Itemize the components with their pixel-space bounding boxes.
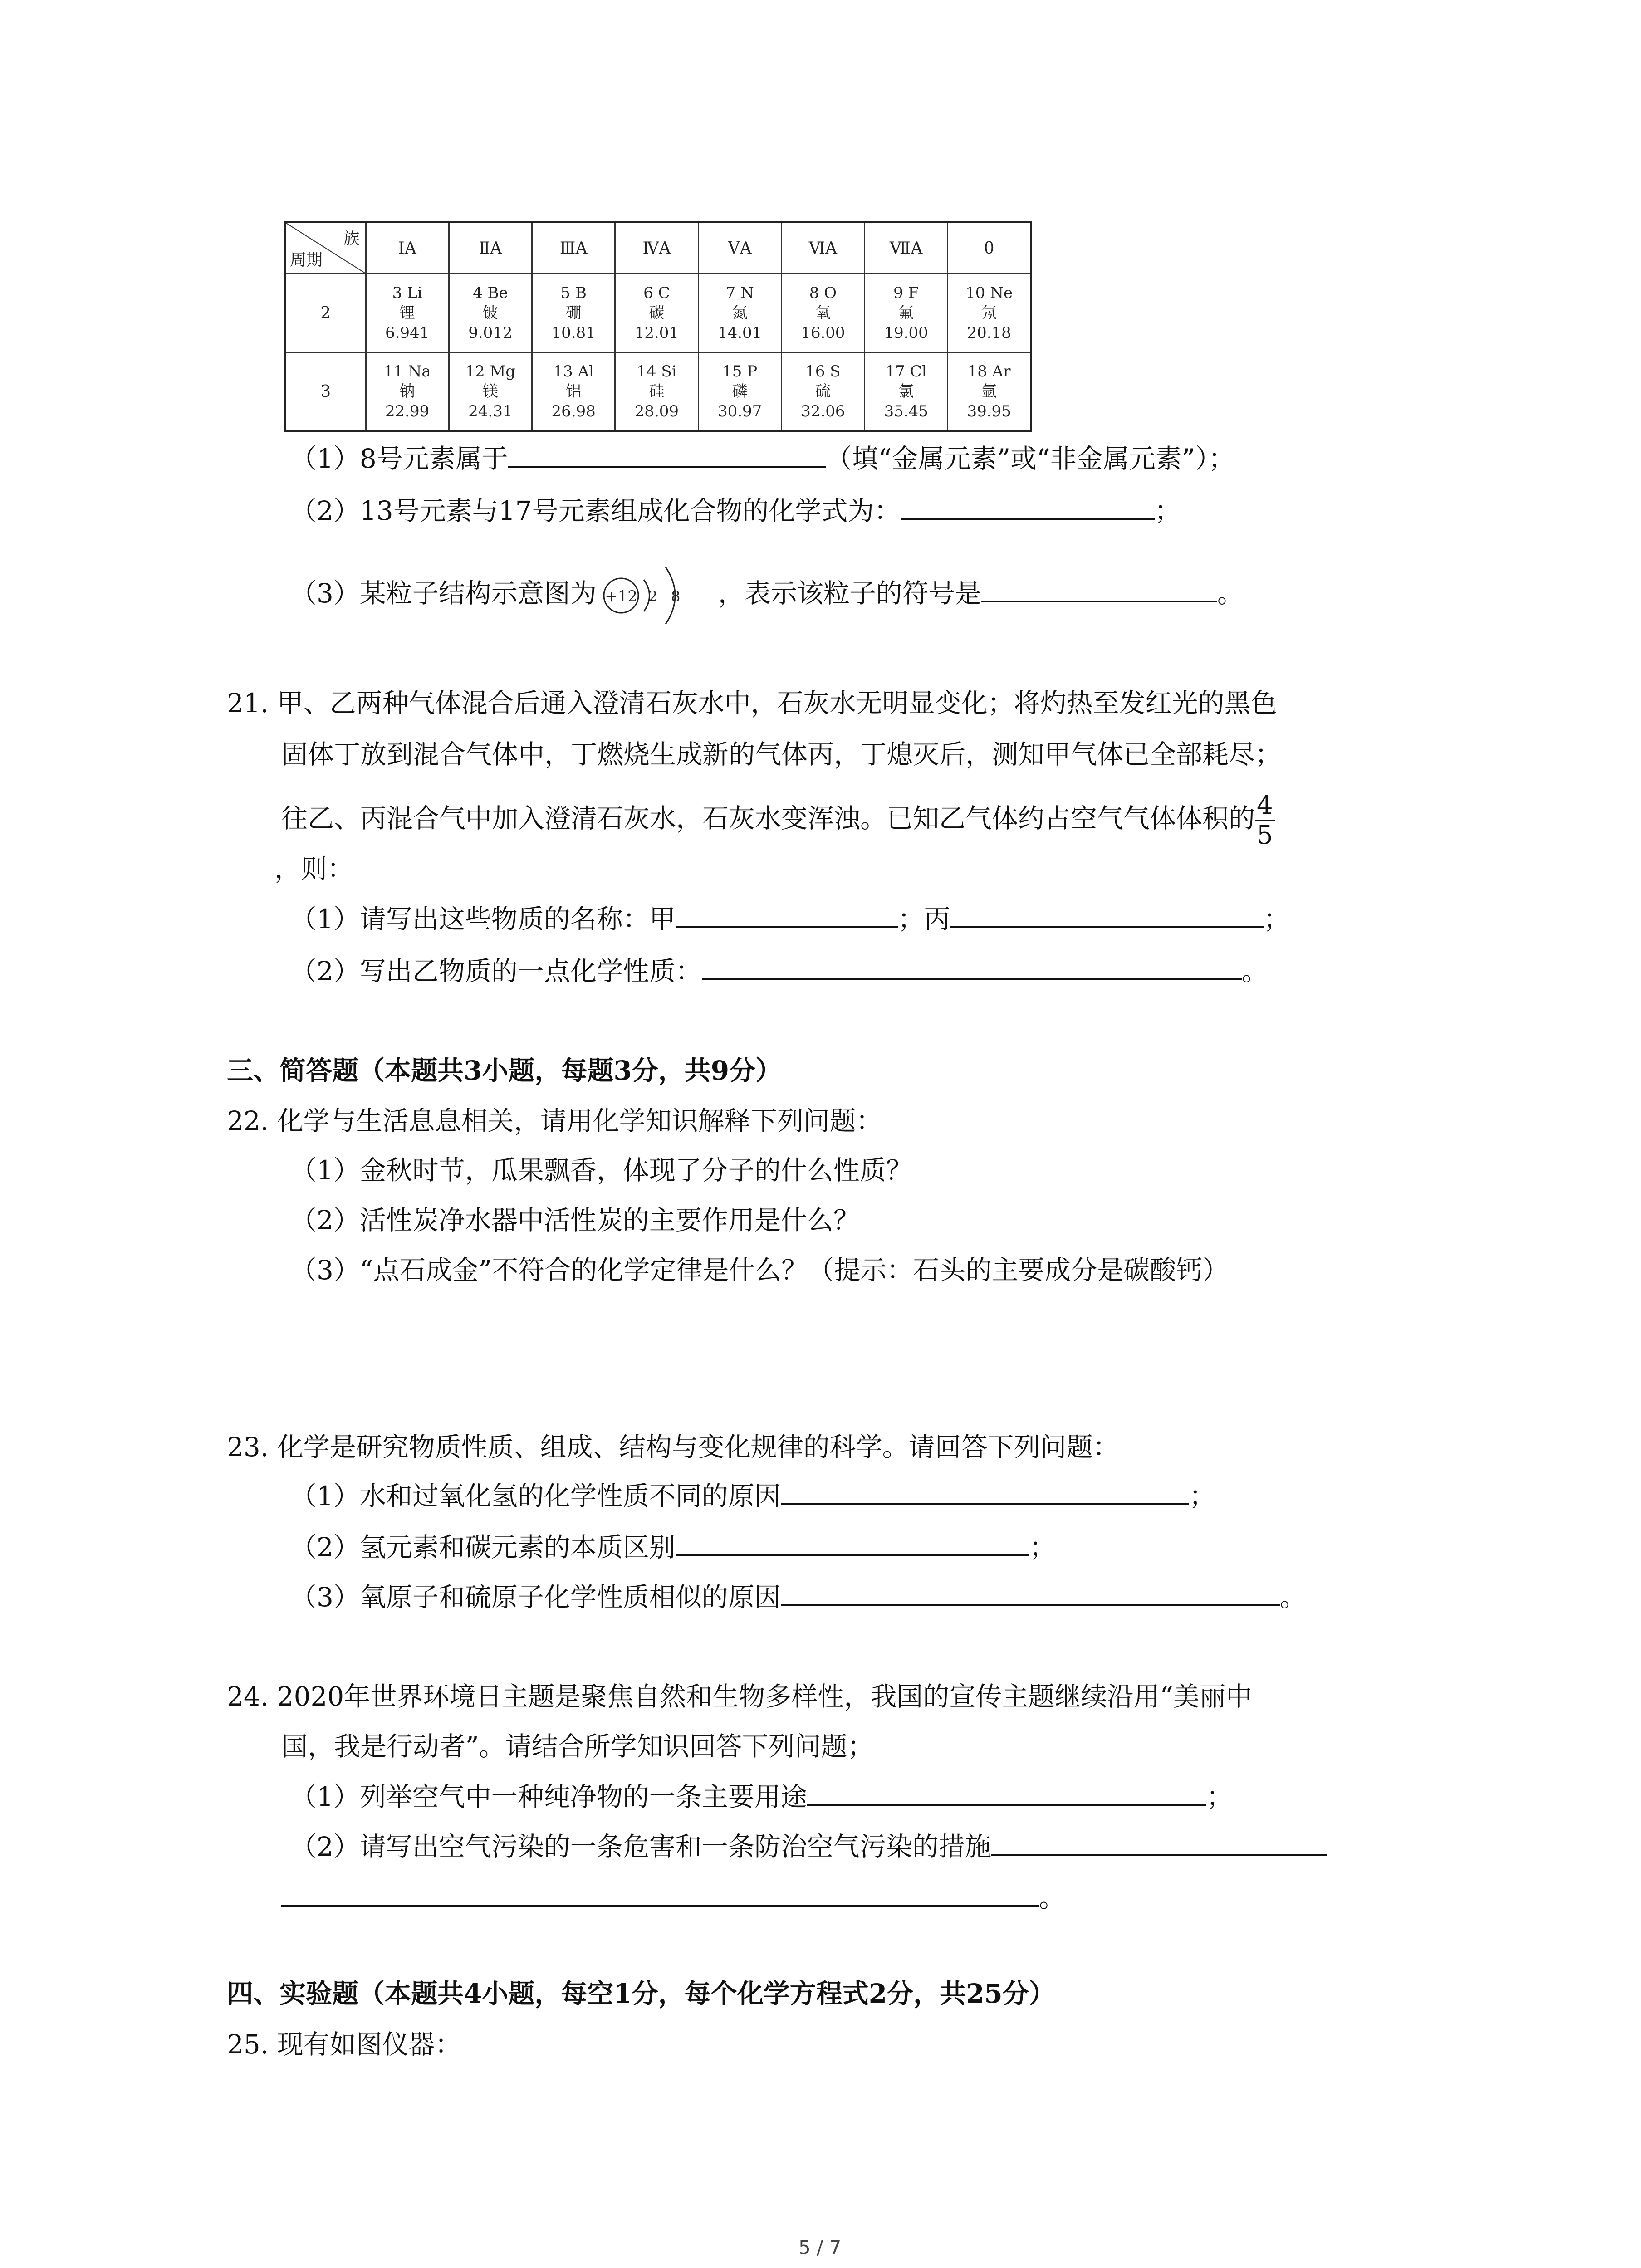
- corner-period-label: 周期: [290, 251, 323, 269]
- element-symbol: 17 Cl: [885, 362, 927, 381]
- group-header: ⅢA: [532, 222, 615, 274]
- q24-part2-end: 。: [1039, 1882, 1066, 1913]
- q23-part3-end: 。: [1279, 1582, 1306, 1613]
- element-cell: [449, 274, 532, 352]
- element-cell: [366, 352, 449, 431]
- answer-blank[interactable]: [781, 1480, 1189, 1505]
- table-corner-cell: [285, 222, 366, 274]
- q23-part3-text: （3）氧原子和硫原子化学性质相似的原因: [290, 1582, 781, 1613]
- answer-blank[interactable]: [676, 903, 898, 928]
- element-name: 铍: [482, 304, 498, 322]
- element-name: 氩: [981, 382, 997, 401]
- period-number: 2: [285, 274, 366, 352]
- q21-part1-end: ；: [1263, 904, 1290, 934]
- q21-part2-text: （2）写出乙物质的一点化学性质：: [290, 956, 702, 987]
- element-mass: 22.99: [385, 402, 430, 420]
- element-cell: [948, 274, 1031, 352]
- q20-part1-text: （1）8号元素属于: [290, 443, 508, 474]
- group-header: ⅠA: [366, 222, 449, 274]
- answer-blank[interactable]: [981, 577, 1217, 602]
- q20-part3: [290, 562, 1244, 630]
- q20-part1-hint: （填“金属元素”或“非金属元素”）；: [825, 443, 1235, 474]
- q23-part1: [290, 1480, 1215, 1512]
- element-mass: 16.00: [801, 324, 845, 342]
- group-header: ⅥA: [781, 222, 864, 274]
- element-symbol: 13 Al: [553, 362, 594, 381]
- element-mass: 10.81: [551, 324, 596, 342]
- fraction: [1255, 792, 1275, 850]
- q22-part2: （2）活性炭净水器中活性炭的主要作用是什么？: [290, 1205, 860, 1236]
- element-cell: [781, 274, 864, 352]
- answer-blank[interactable]: [807, 1780, 1206, 1806]
- q21-part2-end: 。: [1241, 956, 1268, 987]
- nucleus-charge: +12: [605, 587, 637, 606]
- q25-stem: 25. 现有如图仪器：: [227, 2029, 461, 2060]
- group-header: ⅣA: [615, 222, 698, 274]
- element-cell: [698, 352, 781, 431]
- element-symbol: 16 S: [805, 362, 841, 381]
- q21-line2: 固体丁放到混合气体中，丁燃烧生成新的气体丙，丁熄灭后，测知甲气体已全部耗尽；: [281, 739, 1282, 770]
- element-symbol: 18 Ar: [967, 362, 1011, 381]
- element-mass: 12.01: [634, 324, 679, 342]
- fraction-numerator: 4: [1255, 792, 1275, 821]
- element-symbol: 7 N: [725, 284, 754, 302]
- element-cell: [865, 352, 948, 431]
- answer-blank[interactable]: [508, 442, 826, 468]
- element-cell: [781, 352, 864, 431]
- q23-part3: [290, 1581, 1306, 1613]
- periodic-table: [284, 221, 1032, 432]
- q22-part3: （3）“点石成金”不符合的化学定律是什么？（提示：石头的主要成分是碳酸钙）: [290, 1255, 1229, 1286]
- element-symbol: 9 F: [893, 284, 919, 302]
- answer-blank[interactable]: [676, 1531, 1029, 1556]
- q23-part2: [290, 1531, 1056, 1563]
- q21-line3-text: 往乙、丙混合气中加入澄清石灰水，石灰水变浑浊。已知乙气体约占空气气体体积的: [281, 803, 1255, 834]
- element-mass: 35.45: [884, 402, 928, 420]
- element-name: 氖: [981, 304, 997, 322]
- element-mass: 26.98: [551, 402, 596, 420]
- q24-line1: 24. 2020年世界环境日主题是聚焦自然和生物多样性，我国的宣传主题继续沿用“美丽中: [227, 1681, 1252, 1712]
- element-mass: 30.97: [717, 402, 762, 420]
- element-name: 氟: [898, 304, 914, 322]
- q24-part1-text: （1）列举空气中一种纯净物的一条主要用途: [290, 1781, 807, 1812]
- period-number: 3: [285, 352, 366, 431]
- element-symbol: 10 Ne: [965, 284, 1013, 302]
- q24-part1: [290, 1780, 1233, 1813]
- element-symbol: 8 O: [809, 284, 837, 302]
- element-cell: [449, 352, 532, 431]
- element-name: 氮: [732, 304, 748, 322]
- element-name: 硼: [566, 304, 582, 322]
- element-name: 铝: [566, 382, 582, 401]
- q24-part2-cont: [281, 1882, 1065, 1914]
- element-name: 磷: [732, 382, 748, 401]
- q24-part2: [290, 1830, 1327, 1862]
- q21-part1-mid: ；丙: [897, 904, 950, 934]
- q23-part1-text: （1）水和过氧化氢的化学性质不同的原因: [290, 1481, 781, 1511]
- q24-part2-text: （2）请写出空气污染的一条危害和一条防治空气污染的措施: [290, 1831, 991, 1862]
- element-cell: [615, 352, 698, 431]
- element-name: 氯: [898, 382, 914, 401]
- q20-part2-text: （2）13号元素与17号元素组成化合物的化学式为：: [290, 495, 901, 526]
- element-name: 钠: [399, 382, 415, 401]
- q20-part3-text: （3）某粒子结构示意图为: [290, 578, 597, 609]
- element-cell: [366, 274, 449, 352]
- q23-part2-text: （2）氢元素和碳元素的本质区别: [290, 1532, 676, 1563]
- element-symbol: 4 Be: [473, 284, 508, 302]
- q22-part1: （1）金秋时节，瓜果飘香，体现了分子的什么性质？: [290, 1155, 912, 1186]
- element-mass: 24.31: [468, 402, 513, 420]
- element-name: 氧: [815, 304, 831, 322]
- table-row: [285, 352, 1031, 431]
- answer-blank[interactable]: [950, 903, 1264, 928]
- q23-stem: 23. 化学是研究物质性质、组成、结构与变化规律的科学。请回答下列问题：: [227, 1432, 1119, 1462]
- element-mass: 14.01: [717, 324, 762, 342]
- q21-line3: [281, 792, 1275, 850]
- element-symbol: 12 Mg: [465, 362, 516, 381]
- element-cell: [865, 274, 948, 352]
- element-symbol: 5 B: [560, 284, 587, 302]
- element-mass: 20.18: [967, 324, 1011, 342]
- element-symbol: 15 P: [722, 362, 758, 381]
- q21-part1: [290, 903, 1290, 935]
- answer-blank[interactable]: [702, 955, 1242, 980]
- element-symbol: 11 Na: [383, 362, 431, 381]
- q21-part1-text: （1）请写出这些物质的名称：甲: [290, 904, 676, 934]
- element-mass: 32.06: [801, 402, 845, 420]
- answer-blank[interactable]: [991, 1830, 1327, 1856]
- q20-part3-mid: ，表示该粒子的符号是: [718, 578, 981, 609]
- table-row: [285, 274, 1031, 352]
- answer-blank[interactable]: [901, 494, 1155, 520]
- q21-part2: [290, 955, 1268, 987]
- q23-part2-end: ；: [1029, 1532, 1056, 1563]
- table-header-row: [285, 222, 1031, 274]
- element-mass: 9.012: [468, 324, 513, 342]
- section-4-title: 四、实验题（本题共4小题，每空1分，每个化学方程式2分，共25分）: [227, 1978, 1055, 2009]
- element-cell: [532, 274, 615, 352]
- q21-line4: ，则：: [274, 853, 354, 884]
- section-3-title: 三、简答题（本题共3小题，每题3分，共9分）: [227, 1055, 782, 1086]
- element-name: 碳: [649, 304, 665, 322]
- element-symbol: 3 Li: [392, 284, 422, 302]
- element-symbol: 14 Si: [637, 362, 677, 381]
- shell2-electrons: 8: [671, 588, 681, 605]
- q22-stem: 22. 化学与生活息息相关，请用化学知识解释下列问题：: [227, 1105, 882, 1136]
- fraction-denominator: 5: [1257, 821, 1273, 850]
- corner-group-label: 族: [343, 230, 360, 248]
- element-symbol: 6 C: [643, 284, 670, 302]
- shell1-electrons: 2: [648, 588, 658, 605]
- particle-structure-diagram: [598, 562, 716, 630]
- q21-line1: 21. 甲、乙两种气体混合后通入澄清石灰水中，石灰水无明显变化；将灼热至发红光的黑色: [227, 688, 1277, 719]
- q20-part2: [290, 494, 1181, 527]
- group-header: ⅤA: [698, 222, 781, 274]
- element-name: 硅: [649, 382, 665, 401]
- q20-part3-end: 。: [1217, 578, 1244, 609]
- group-header: ⅡA: [449, 222, 532, 274]
- element-mass: 6.941: [385, 324, 430, 342]
- element-mass: 19.00: [884, 324, 928, 342]
- element-name: 硫: [815, 382, 831, 401]
- element-name: 镁: [482, 382, 498, 401]
- answer-blank[interactable]: [781, 1581, 1280, 1606]
- element-mass: 28.09: [634, 402, 679, 420]
- q20-part1: [290, 442, 1234, 474]
- group-header: ⅦA: [865, 222, 948, 274]
- element-name: 锂: [399, 304, 415, 322]
- element-cell: [615, 274, 698, 352]
- q24-line2: 国，我是行动者”。请结合所学知识回答下列问题；: [281, 1731, 874, 1762]
- group-header: 0: [948, 222, 1031, 274]
- element-cell: [698, 274, 781, 352]
- element-cell: [532, 352, 615, 431]
- element-mass: 39.95: [967, 402, 1011, 420]
- q24-part1-end: ；: [1206, 1781, 1233, 1812]
- page-number: 5 / 7: [798, 2236, 842, 2258]
- answer-blank[interactable]: [281, 1882, 1039, 1907]
- q20-part2-end: ；: [1154, 495, 1181, 526]
- q23-part1-end: ；: [1189, 1481, 1215, 1511]
- element-cell: [948, 352, 1031, 431]
